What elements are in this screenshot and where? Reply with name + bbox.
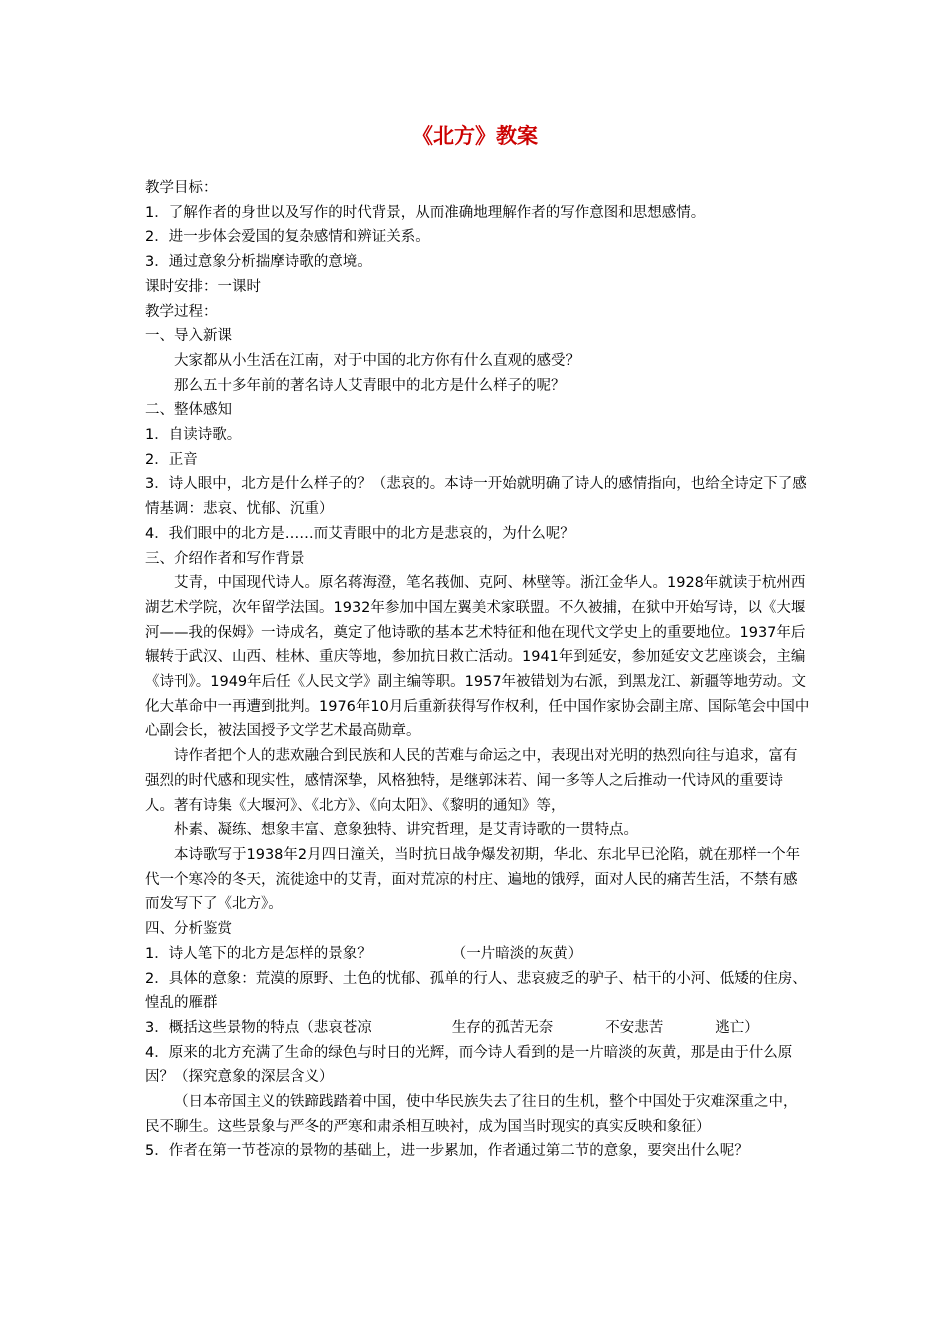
answer-text: 生存的孤苦无奈 [451, 1019, 554, 1036]
paragraph: 诗作者把个人的悲欢融合到民族和人民的苦难与命运之中，表现出对光明的热烈向往与追求，富有强烈的时代感和现实性，感情深挚，风格独特，是继郭沫若、闻一多等人之后推动一代诗风的重要诗人。著有诗集《大堰河》、《北方》、《向太阳》、《黎明的通知》等， [145, 748, 798, 814]
question-item [145, 1016, 810, 1041]
list-item: 1．自读诗歌。 [145, 427, 242, 444]
question-item: 5．作者在第一节苍凉的景物的基础上，进一步累加，作者通过第二节的意象，要突出什么呢？ [145, 1143, 749, 1160]
answer-text: 逃亡） [715, 1019, 759, 1036]
schedule: 课时安排：一课时 [145, 278, 261, 295]
goal-item: 1．了解作者的身世以及写作的时代背景，从而准确地理解作者的写作意图和思想感情。 [145, 204, 706, 221]
goal-item: 3．通过意象分析揣摩诗歌的意境。 [145, 254, 372, 271]
document-body [145, 176, 810, 1164]
question-item [145, 942, 810, 967]
goals-heading: 教学目标： [145, 180, 218, 196]
paragraph: 朴素、凝练、想象丰富、意象独特、讲究哲理，是艾青诗歌的一贯特点。 [174, 822, 638, 839]
question-text: 3．概括这些景物的特点（悲哀苍凉 [145, 1019, 372, 1036]
question-text: 1．诗人笔下的北方是怎样的景象？ [145, 945, 372, 962]
paragraph: 大家都从小生活在江南，对于中国的北方你有什么直观的感受？ [174, 352, 580, 369]
paragraph: 艾青，中国现代诗人。原名蒋海澄，笔名莪伽、克阿、林壁等。浙江金华人。1928年就读于杭州西湖艺术学院，次年留学法国。1932年参加中国左翼美术家联盟。不久被捕，在狱中开始写诗，以《大堰河——我的保姆》一诗成名，奠定了他诗歌的基本艺术特征和他在现代文学史上的重要地位。1937年后辗转于武汉、山西、桂林、重庆等地，参加抗日救亡活动。1941年到延安，参加延安文艺座谈会，主编《诗刊》。1949年后任《人民文学》副主编等职。1957年被错划为右派，到黑龙江、新疆等地劳动。文化大革命中一再遭到批判。1976年10月后重新获得写作权利，任中国作家协会副主席、国际笔会中国中心副会长，被法国授予文学艺术最高勋章。 [145, 575, 810, 740]
section-heading: 一、导入新课 [145, 328, 232, 345]
goal-item: 2．进一步体会爱国的复杂感情和辨证关系。 [145, 229, 430, 246]
answer-text: 不安悲苦 [605, 1019, 664, 1036]
list-item: 4．我们眼中的北方是……而艾青眼中的北方是悲哀的，为什么呢？ [145, 525, 575, 542]
question-item: 4．原来的北方充满了生命的绿色与时日的光辉，而今诗人看到的是一片暗淡的灰黄，那是由于什么原因？（探究意象的深层含义） [145, 1044, 793, 1086]
section-heading: 二、整体感知 [145, 402, 232, 419]
section-heading: 四、分析鉴赏 [145, 921, 232, 938]
paragraph: （日本帝国主义的铁蹄践踏着中国，使中华民族失去了往日的生机，整个中国处于灾难深重之中，民不聊生。这些景象与严冬的严寒和肃杀相互映衬，成为国当时现实的真实反映和象征） [145, 1094, 798, 1135]
process-heading: 教学过程： [145, 303, 218, 320]
list-item: 3．诗人眼中，北方是什么样子的？（悲哀的。本诗一开始就明确了诗人的感情指向，也给全诗定下了感情基调：悲哀、忧郁、沉重） [145, 476, 807, 518]
section-heading: 三、介绍作者和写作背景 [145, 550, 305, 567]
page-title: 《北方》教案 [412, 124, 538, 148]
question-item: 2．具体的意象：荒漠的原野、土色的忧郁、孤单的行人、悲哀疲乏的驴子、枯干的小河、低矮的住房、惶乱的雁群 [145, 970, 807, 1012]
paragraph: 那么五十多年前的著名诗人艾青眼中的北方是什么样子的呢？ [174, 377, 566, 394]
paragraph: 本诗歌写于1938年2月四日潼关，当时抗日战争爆发初期，华北、东北早已沦陷，就在那样一个年代一个寒冷的冬天，流徙途中的艾青，面对荒凉的村庄、遍地的饿殍，面对人民的痛苦生活，不禁有感而发写下了《北方》。 [145, 846, 801, 913]
list-item: 2．正音 [145, 451, 198, 468]
answer-text: （一片暗淡的灰黄） [451, 945, 583, 962]
